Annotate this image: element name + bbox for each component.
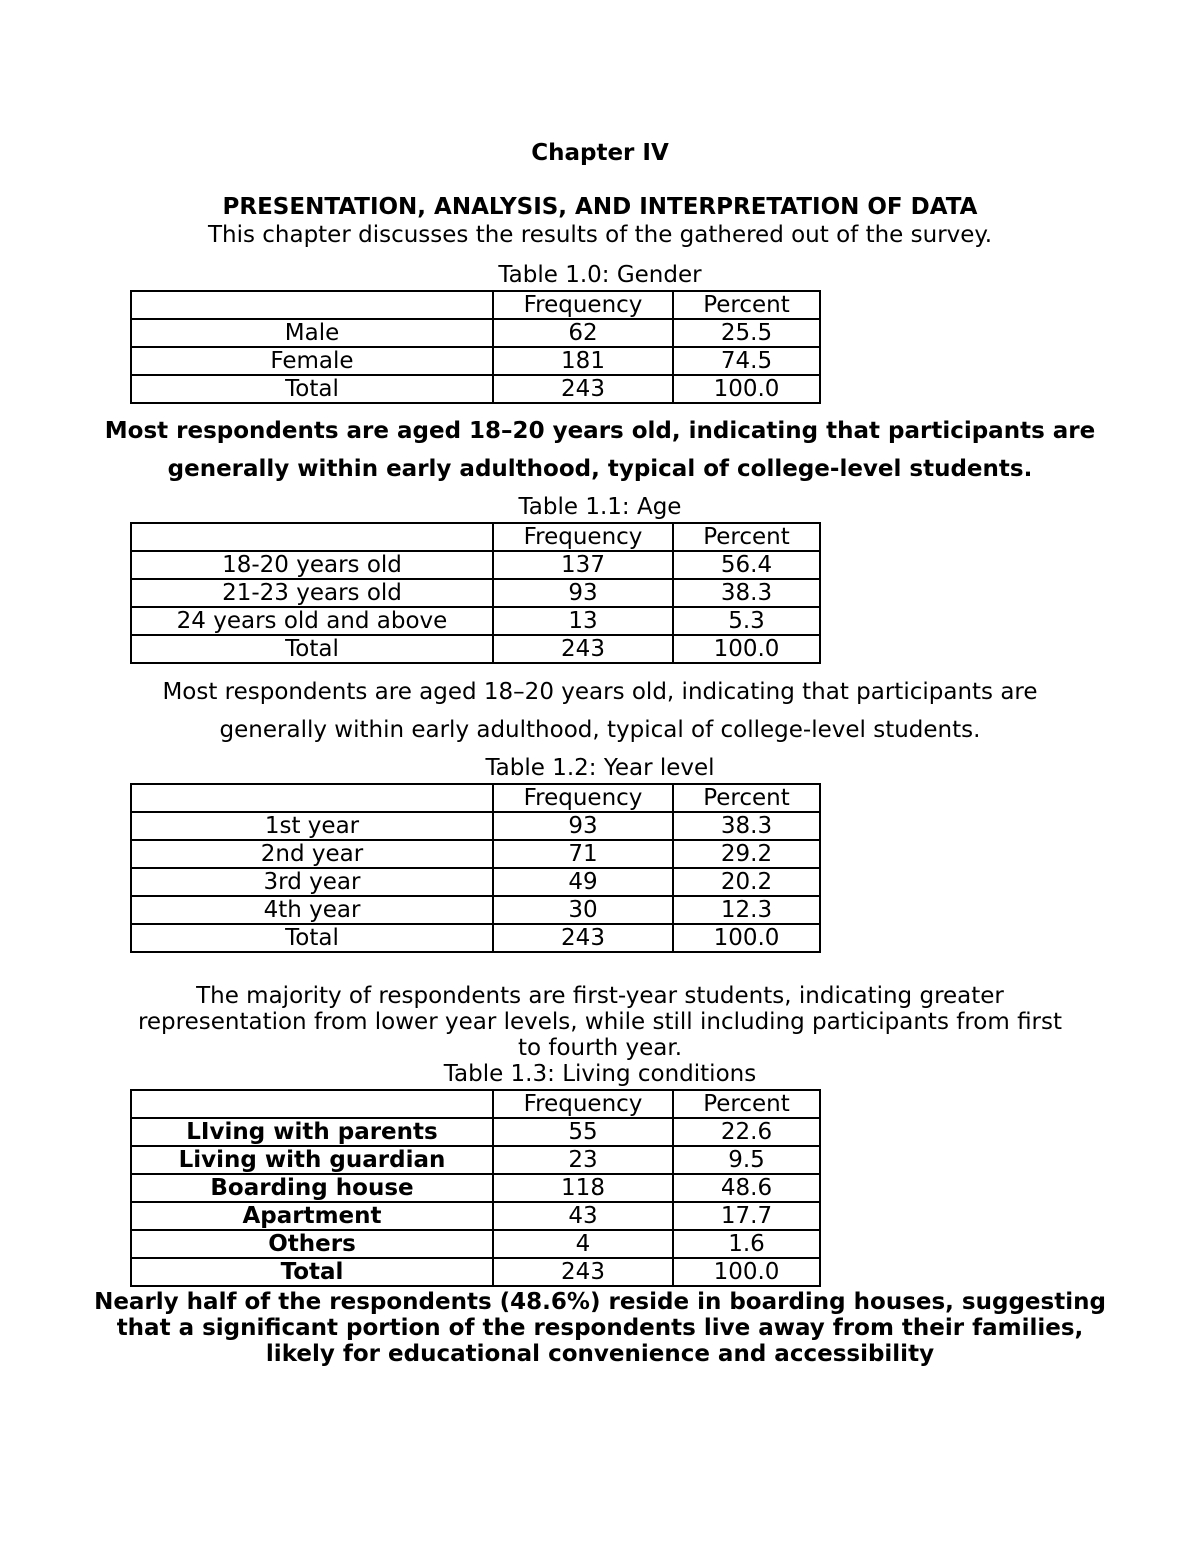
- table-cell: 243: [493, 1258, 673, 1286]
- table-cell: 74.5: [673, 347, 820, 375]
- paragraph-line: The majority of respondents are first-year students, indicating greater: [196, 983, 1004, 1009]
- paragraph-gender: [0, 412, 1200, 488]
- table-cell: 243: [493, 924, 673, 952]
- table-row: [131, 375, 820, 403]
- table-cell: 2nd year: [131, 840, 493, 868]
- table-cell: 23: [493, 1146, 673, 1174]
- table-cell: 1st year: [131, 812, 493, 840]
- table-row: [131, 1258, 820, 1286]
- table-header-cell: Percent: [673, 1090, 820, 1118]
- section-heading: PRESENTATION, ANALYSIS, AND INTERPRETATION OF DATA: [222, 194, 978, 220]
- table-cell: 29.2: [673, 840, 820, 868]
- table-row: [131, 1230, 820, 1258]
- table-cell: 49: [493, 868, 673, 896]
- table-row: [131, 812, 820, 840]
- table-cell: 100.0: [673, 1258, 820, 1286]
- table-row: [131, 840, 820, 868]
- table-cell: 243: [493, 635, 673, 663]
- table-cell: 100.0: [673, 375, 820, 403]
- paragraph-line: to fourth year.: [517, 1035, 683, 1061]
- table-cell: 24 years old and above: [131, 607, 493, 635]
- table-cell: 71: [493, 840, 673, 868]
- table-caption-living-conditions: Table 1.3: Living conditions: [443, 1061, 757, 1087]
- table-row: [131, 896, 820, 924]
- table-cell: Apartment: [131, 1202, 493, 1230]
- table-row: [131, 347, 820, 375]
- paragraph-line: Most respondents are aged 18–20 years old, indicating that participants are: [162, 679, 1038, 705]
- table-header-cell: Percent: [673, 784, 820, 812]
- table-header-cell: [131, 291, 493, 319]
- table-cell: Total: [131, 924, 493, 952]
- table-row: [131, 1202, 820, 1230]
- table-cell: 38.3: [673, 812, 820, 840]
- table-header-cell: [131, 523, 493, 551]
- table-cell: 3rd year: [131, 868, 493, 896]
- table-cell: 4th year: [131, 896, 493, 924]
- table-caption-age: Table 1.1: Age: [518, 494, 682, 520]
- table-cell: 30: [493, 896, 673, 924]
- table-cell: 22.6: [673, 1118, 820, 1146]
- table-header-row: [131, 291, 820, 319]
- table-cell: Female: [131, 347, 493, 375]
- table-cell: 1.6: [673, 1230, 820, 1258]
- table-cell: 93: [493, 579, 673, 607]
- table-cell: 5.3: [673, 607, 820, 635]
- table-cell: 17.7: [673, 1202, 820, 1230]
- table-cell: 118: [493, 1174, 673, 1202]
- table-row: [131, 868, 820, 896]
- table-cell: 100.0: [673, 924, 820, 952]
- table-header-row: [131, 784, 820, 812]
- table-row: [131, 319, 820, 347]
- table-cell: 4: [493, 1230, 673, 1258]
- table-cell: 9.5: [673, 1146, 820, 1174]
- paragraph-line: Nearly half of the respondents (48.6%) reside in boarding houses, suggesting: [94, 1289, 1106, 1315]
- table-cell: 38.3: [673, 579, 820, 607]
- table-caption-year-level: Table 1.2: Year level: [485, 755, 715, 781]
- table-gender: [130, 290, 821, 404]
- table-header-cell: Frequency: [493, 523, 673, 551]
- table-cell: 20.2: [673, 868, 820, 896]
- table-cell: Total: [131, 635, 493, 663]
- paragraph-line: Most respondents are aged 18–20 years old, indicating that participants are: [104, 418, 1096, 444]
- table-cell: 62: [493, 319, 673, 347]
- table-row: [131, 579, 820, 607]
- table-year-level: [130, 783, 821, 953]
- table-cell: 12.3: [673, 896, 820, 924]
- table-cell: 55: [493, 1118, 673, 1146]
- table-row: [131, 607, 820, 635]
- table-row: [131, 1118, 820, 1146]
- table-cell: Boarding house: [131, 1174, 493, 1202]
- table-header-cell: Frequency: [493, 291, 673, 319]
- table-living-conditions: [130, 1089, 821, 1287]
- paragraph-line: likely for educational convenience and accessibility: [265, 1341, 935, 1367]
- table-cell: Total: [131, 375, 493, 403]
- table-header-cell: Frequency: [493, 784, 673, 812]
- table-row: [131, 635, 820, 663]
- table-cell: 56.4: [673, 551, 820, 579]
- table-row: [131, 1146, 820, 1174]
- table-header-cell: Percent: [673, 523, 820, 551]
- table-cell: 100.0: [673, 635, 820, 663]
- table-header-cell: Percent: [673, 291, 820, 319]
- table-header-cell: Frequency: [493, 1090, 673, 1118]
- table-cell: 181: [493, 347, 673, 375]
- paragraph-line: that a significant portion of the respondents live away from their families,: [116, 1315, 1084, 1341]
- table-header-row: [131, 1090, 820, 1118]
- table-cell: Male: [131, 319, 493, 347]
- paragraph-line: representation from lower year levels, while still including participants from first: [137, 1009, 1063, 1035]
- paragraph-living-conditions: [0, 1289, 1200, 1367]
- table-age: [130, 522, 821, 664]
- table-cell: 21-23 years old: [131, 579, 493, 607]
- table-cell: 18-20 years old: [131, 551, 493, 579]
- table-caption-gender: Table 1.0: Gender: [498, 262, 702, 288]
- table-row: [131, 924, 820, 952]
- table-cell: 243: [493, 375, 673, 403]
- table-cell: LIving with parents: [131, 1118, 493, 1146]
- paragraph-age: [0, 673, 1200, 749]
- table-cell: Total: [131, 1258, 493, 1286]
- table-cell: 25.5: [673, 319, 820, 347]
- table-cell: 48.6: [673, 1174, 820, 1202]
- table-cell: Living with guardian: [131, 1146, 493, 1174]
- table-cell: Others: [131, 1230, 493, 1258]
- table-header-cell: [131, 784, 493, 812]
- table-header-row: [131, 523, 820, 551]
- table-header-cell: [131, 1090, 493, 1118]
- table-cell: 43: [493, 1202, 673, 1230]
- paragraph-line: generally within early adulthood, typical of college-level students.: [219, 717, 981, 743]
- table-cell: 13: [493, 607, 673, 635]
- chapter-title: Chapter IV: [531, 140, 669, 166]
- table-row: [131, 1174, 820, 1202]
- table-row: [131, 551, 820, 579]
- table-cell: 93: [493, 812, 673, 840]
- table-cell: 137: [493, 551, 673, 579]
- paragraph-line: generally within early adulthood, typical of college-level students.: [167, 456, 1033, 482]
- intro-text: This chapter discusses the results of the gathered out of the survey.: [207, 222, 993, 248]
- paragraph-year-level: [0, 983, 1200, 1061]
